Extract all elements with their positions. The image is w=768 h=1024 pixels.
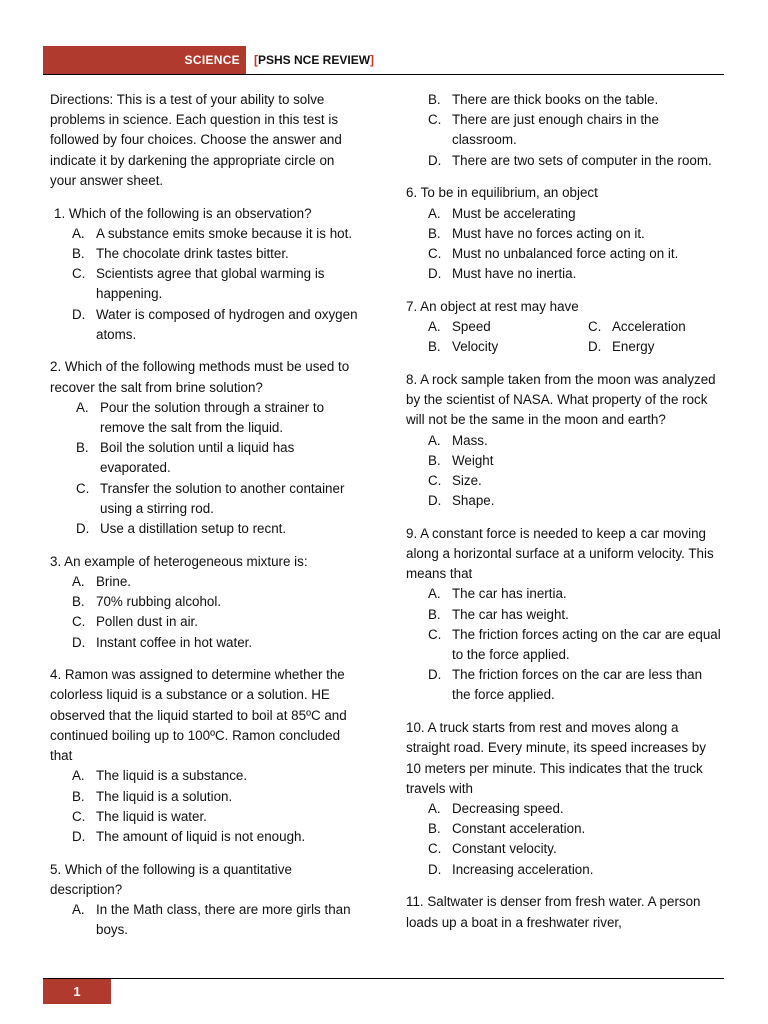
question-4-option-d: D. The amount of liquid is not enough.	[72, 828, 306, 844]
left-column	[50, 90, 364, 953]
question-11	[406, 892, 724, 932]
question-8	[406, 370, 724, 511]
question-3	[50, 552, 364, 653]
footer-rule	[43, 978, 724, 979]
question-10-option-d: D. Increasing acceleration.	[428, 861, 594, 877]
question-1-option-a: A. A substance emits smoke because it is hot.	[72, 225, 353, 241]
question-2-option-d: D. Use a distillation setup to recnt.	[76, 521, 287, 537]
question-10-text: 10. A truck starts from rest and moves along a straight road. Every minute, its speed increases by 10 meters per minute. This indicates that the truck travels with	[406, 720, 706, 796]
question-8-option-d: D. Shape.	[428, 493, 495, 509]
question-2-text: 2. Which of the following methods must be used to recover the salt from brine solution?	[50, 359, 350, 395]
question-4	[50, 665, 364, 847]
question-1-option-d: D. Water is composed of hydrogen and oxygen atoms.	[72, 306, 358, 342]
question-10	[406, 718, 724, 880]
question-7-option-a: A. Speed	[428, 319, 491, 335]
question-9-option-b: B. The car has weight.	[428, 606, 569, 622]
question-9-option-c: C. The friction forces acting on the car are equal to the force applied.	[428, 626, 721, 663]
question-2-option-a: A. Pour the solution through a strainer to remove the salt from the liquid.	[76, 399, 325, 436]
question-3-option-d: D. Instant coffee in hot water.	[72, 634, 253, 650]
page-header	[43, 46, 724, 75]
question-11-text: 11. Saltwater is denser from fresh water. A person loads up a boat in a freshwater river,	[406, 894, 701, 930]
question-9-option-a: A. The car has inertia.	[428, 586, 567, 602]
question-1-option-c: C. Scientists agree that global warming is happening.	[72, 266, 325, 302]
question-9-option-d: D. The friction forces on the car are less than the force applied.	[428, 667, 703, 703]
question-6-option-c: C. Must no unbalanced force acting on it.	[428, 245, 679, 261]
question-2-option-b: B. Boil the solution until a liquid has evaporated.	[76, 440, 295, 476]
question-8-text: 8. A rock sample taken from the moon was analyzed by the scientist of NASA. What property of the rock will not be the same in the moon and earth?	[406, 371, 716, 428]
question-5-option-c: C. There are just enough chairs in the classroom.	[428, 112, 659, 148]
question-5	[50, 860, 364, 941]
question-10-option-c: C. Constant velocity.	[428, 841, 557, 857]
question-5-option-a: A. In the Math class, there are more girls than boys.	[72, 902, 351, 938]
question-3-option-c: C. Pollen dust in air.	[72, 614, 198, 630]
question-8-option-a: A. Mass.	[428, 432, 488, 448]
question-5-text: 5. Which of the following is a quantitative description?	[50, 861, 292, 897]
question-2-option-c: C. Transfer the solution to another container using a stirring rod.	[76, 480, 345, 516]
page-number-label: 1	[73, 984, 81, 999]
question-7-option-d: D. Energy	[588, 339, 655, 355]
review-bracket-close: ]	[370, 53, 375, 67]
question-3-option-a: A. Brine.	[72, 573, 131, 589]
subject-label: SCIENCE	[184, 53, 240, 67]
question-9-text: 9. A constant force is needed to keep a car moving along a horizontal surface at a uniform velocity. This means that	[406, 525, 714, 582]
question-4-option-a: A. The liquid is a substance.	[72, 768, 248, 784]
right-column	[406, 90, 724, 945]
question-3-text: 3. An example of heterogeneous mixture is:	[50, 553, 308, 569]
question-7-option-c: C. Acceleration	[588, 319, 686, 335]
question-6-option-a: A. Must be accelerating	[428, 205, 576, 221]
question-1-text: 1. Which of the following is an observation?	[54, 205, 312, 221]
question-1-option-b: B. The chocolate drink tastes bitter.	[72, 245, 289, 261]
question-5-option-d: D. There are two sets of computer in the room.	[428, 152, 712, 168]
question-1	[50, 204, 364, 345]
question-6-option-b: B. Must have no forces acting on it.	[428, 225, 645, 241]
question-7	[406, 297, 724, 358]
question-4-option-b: B. The liquid is a solution.	[72, 788, 233, 804]
subject-banner	[43, 46, 246, 74]
question-10-option-a: A. Decreasing speed.	[428, 801, 564, 816]
question-6-option-d: D. Must have no inertia.	[428, 266, 577, 282]
question-8-option-c: C. Size.	[428, 472, 482, 488]
review-title	[254, 46, 374, 74]
question-9	[406, 524, 724, 706]
question-5-option-b: B. There are thick books on the table.	[428, 92, 659, 107]
review-bracket-open: [	[254, 53, 258, 67]
question-10-option-b: B. Constant acceleration.	[428, 821, 586, 837]
question-7-text: 7. An object at rest may have	[406, 298, 579, 314]
question-5-continued	[406, 90, 724, 171]
question-6-text: 6. To be in equilibrium, an object	[406, 185, 598, 201]
question-4-option-c: C. The liquid is water.	[72, 808, 207, 824]
question-7-option-b: B. Velocity	[428, 339, 499, 355]
question-3-option-b: B. 70% rubbing alcohol.	[72, 594, 222, 610]
question-2	[50, 357, 364, 539]
review-label: PSHS NCE REVIEW	[258, 53, 371, 67]
directions-text: Directions: This is a test of your ability to solve problems in science. Each question in this test is followed by four choices. Choose the answer and indicate it by darkening the appropriate circle on your answer sheet.	[50, 92, 342, 188]
question-4-text: 4. Ramon was assigned to determine whether the colorless liquid is a substance or a solution. HE observed that the liquid started to boil at 85ºC and continued boiling up to 100ºC. Ramon concluded that	[50, 667, 347, 764]
question-6	[406, 183, 724, 284]
question-8-option-b: B. Weight	[428, 452, 494, 468]
page-number	[43, 979, 111, 1004]
